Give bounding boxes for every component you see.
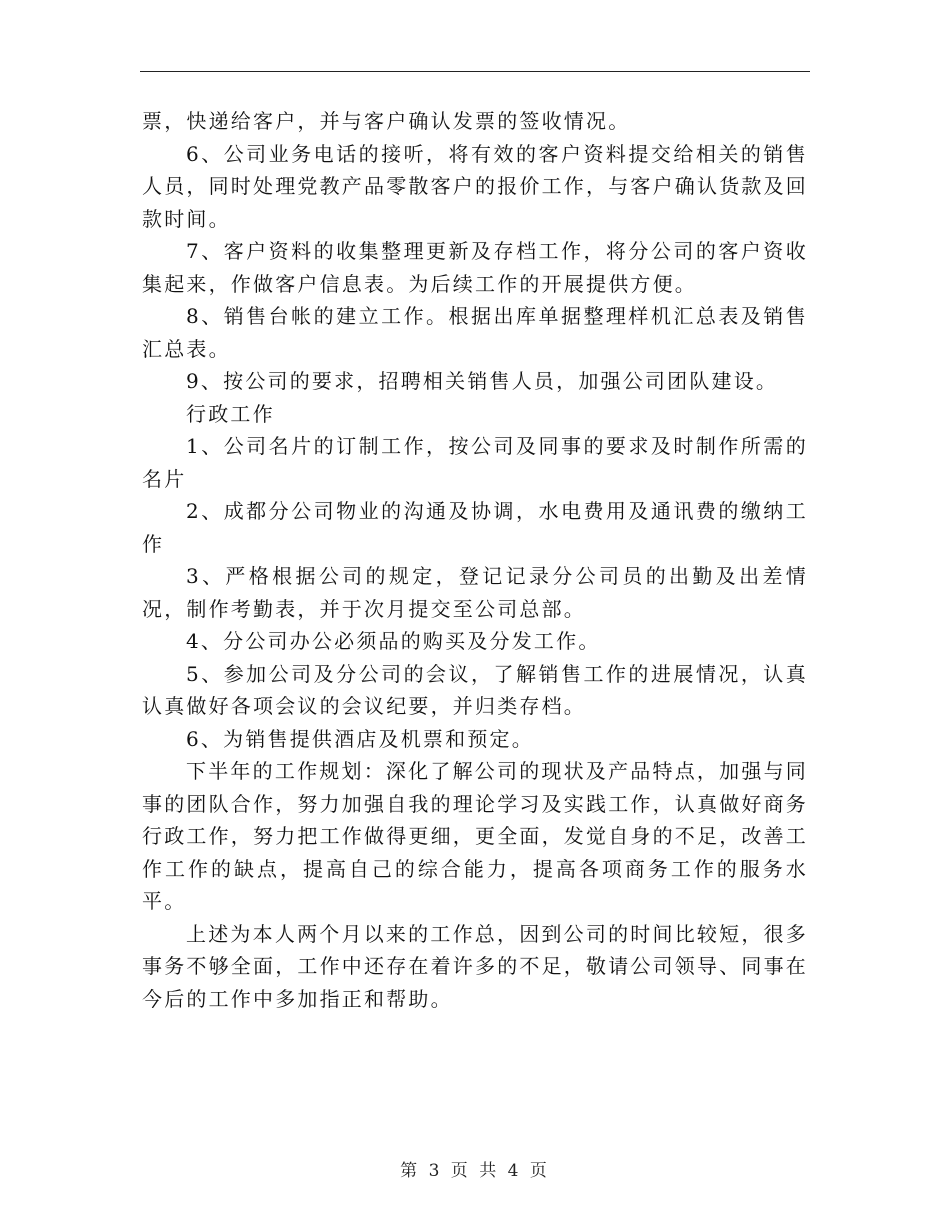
paragraph: 上述为本人两个月以来的工作总，因到公司的时间比较短，很多事务不够全面，工作中还存在着许多的不足，敬请公司领导、同事在今后的工作中多加指正和帮助。 (142, 921, 808, 1011)
paragraph: 5、参加公司及分公司的会议，了解销售工作的进展情况，认真认真做好各项会议的会议纪要，并归类存档。 (142, 661, 808, 718)
paragraph: 1、公司名片的订制工作，按公司及同事的要求及时制作所需的名片 (142, 434, 808, 491)
paragraph: 9、按公司的要求，招聘相关销售人员，加强公司团队建设。 (186, 369, 779, 393)
paragraph: 6、为销售提供酒店及机票和预定。 (186, 726, 534, 751)
paragraph: 4、分公司办公必须品的购买及分发工作。 (186, 629, 601, 653)
header-rule (140, 71, 810, 72)
paragraph: 8、销售台帐的建立工作。根据出库单据整理样机汇总表及销售汇总表。 (142, 304, 808, 361)
document-body (142, 105, 808, 1015)
paragraph: 2、成都分公司物业的沟通及协调，水电费用及通讯费的缴纳工作 (142, 499, 808, 556)
section-heading: 行政工作 (186, 401, 275, 426)
paragraph: 6、公司业务电话的接听，将有效的客户资料提交给相关的销售人员，同时处理党教产品零散客户的报价工作，与客户确认货款及回款时间。 (142, 141, 808, 231)
paragraph: 3、严格根据公司的规定，登记记录分公司员的出勤及出差情况，制作考勤表，并于次月提交至公司总部。 (142, 564, 808, 621)
paragraph: 7、客户资料的收集整理更新及存档工作，将分公司的客户资收集起来，作做客户信息表。为后续工作的开展提供方便。 (142, 239, 808, 296)
paragraph: 下半年的工作规划：深化了解公司的现状及产品特点，加强与同事的团队合作，努力加强自我的理论学习及实践工作，认真做好商务行政工作，努力把工作做得更细，更全面，发觉自身的不足，改善工作工作的缺点，提高自己的综合能力，提高各项商务工作的服务水平。 (142, 759, 808, 913)
page-number: 第 3 页 共 4 页 (400, 1161, 550, 1181)
paragraph: 票，快递给客户，并与客户确认发票的签收情况。 (142, 109, 631, 133)
